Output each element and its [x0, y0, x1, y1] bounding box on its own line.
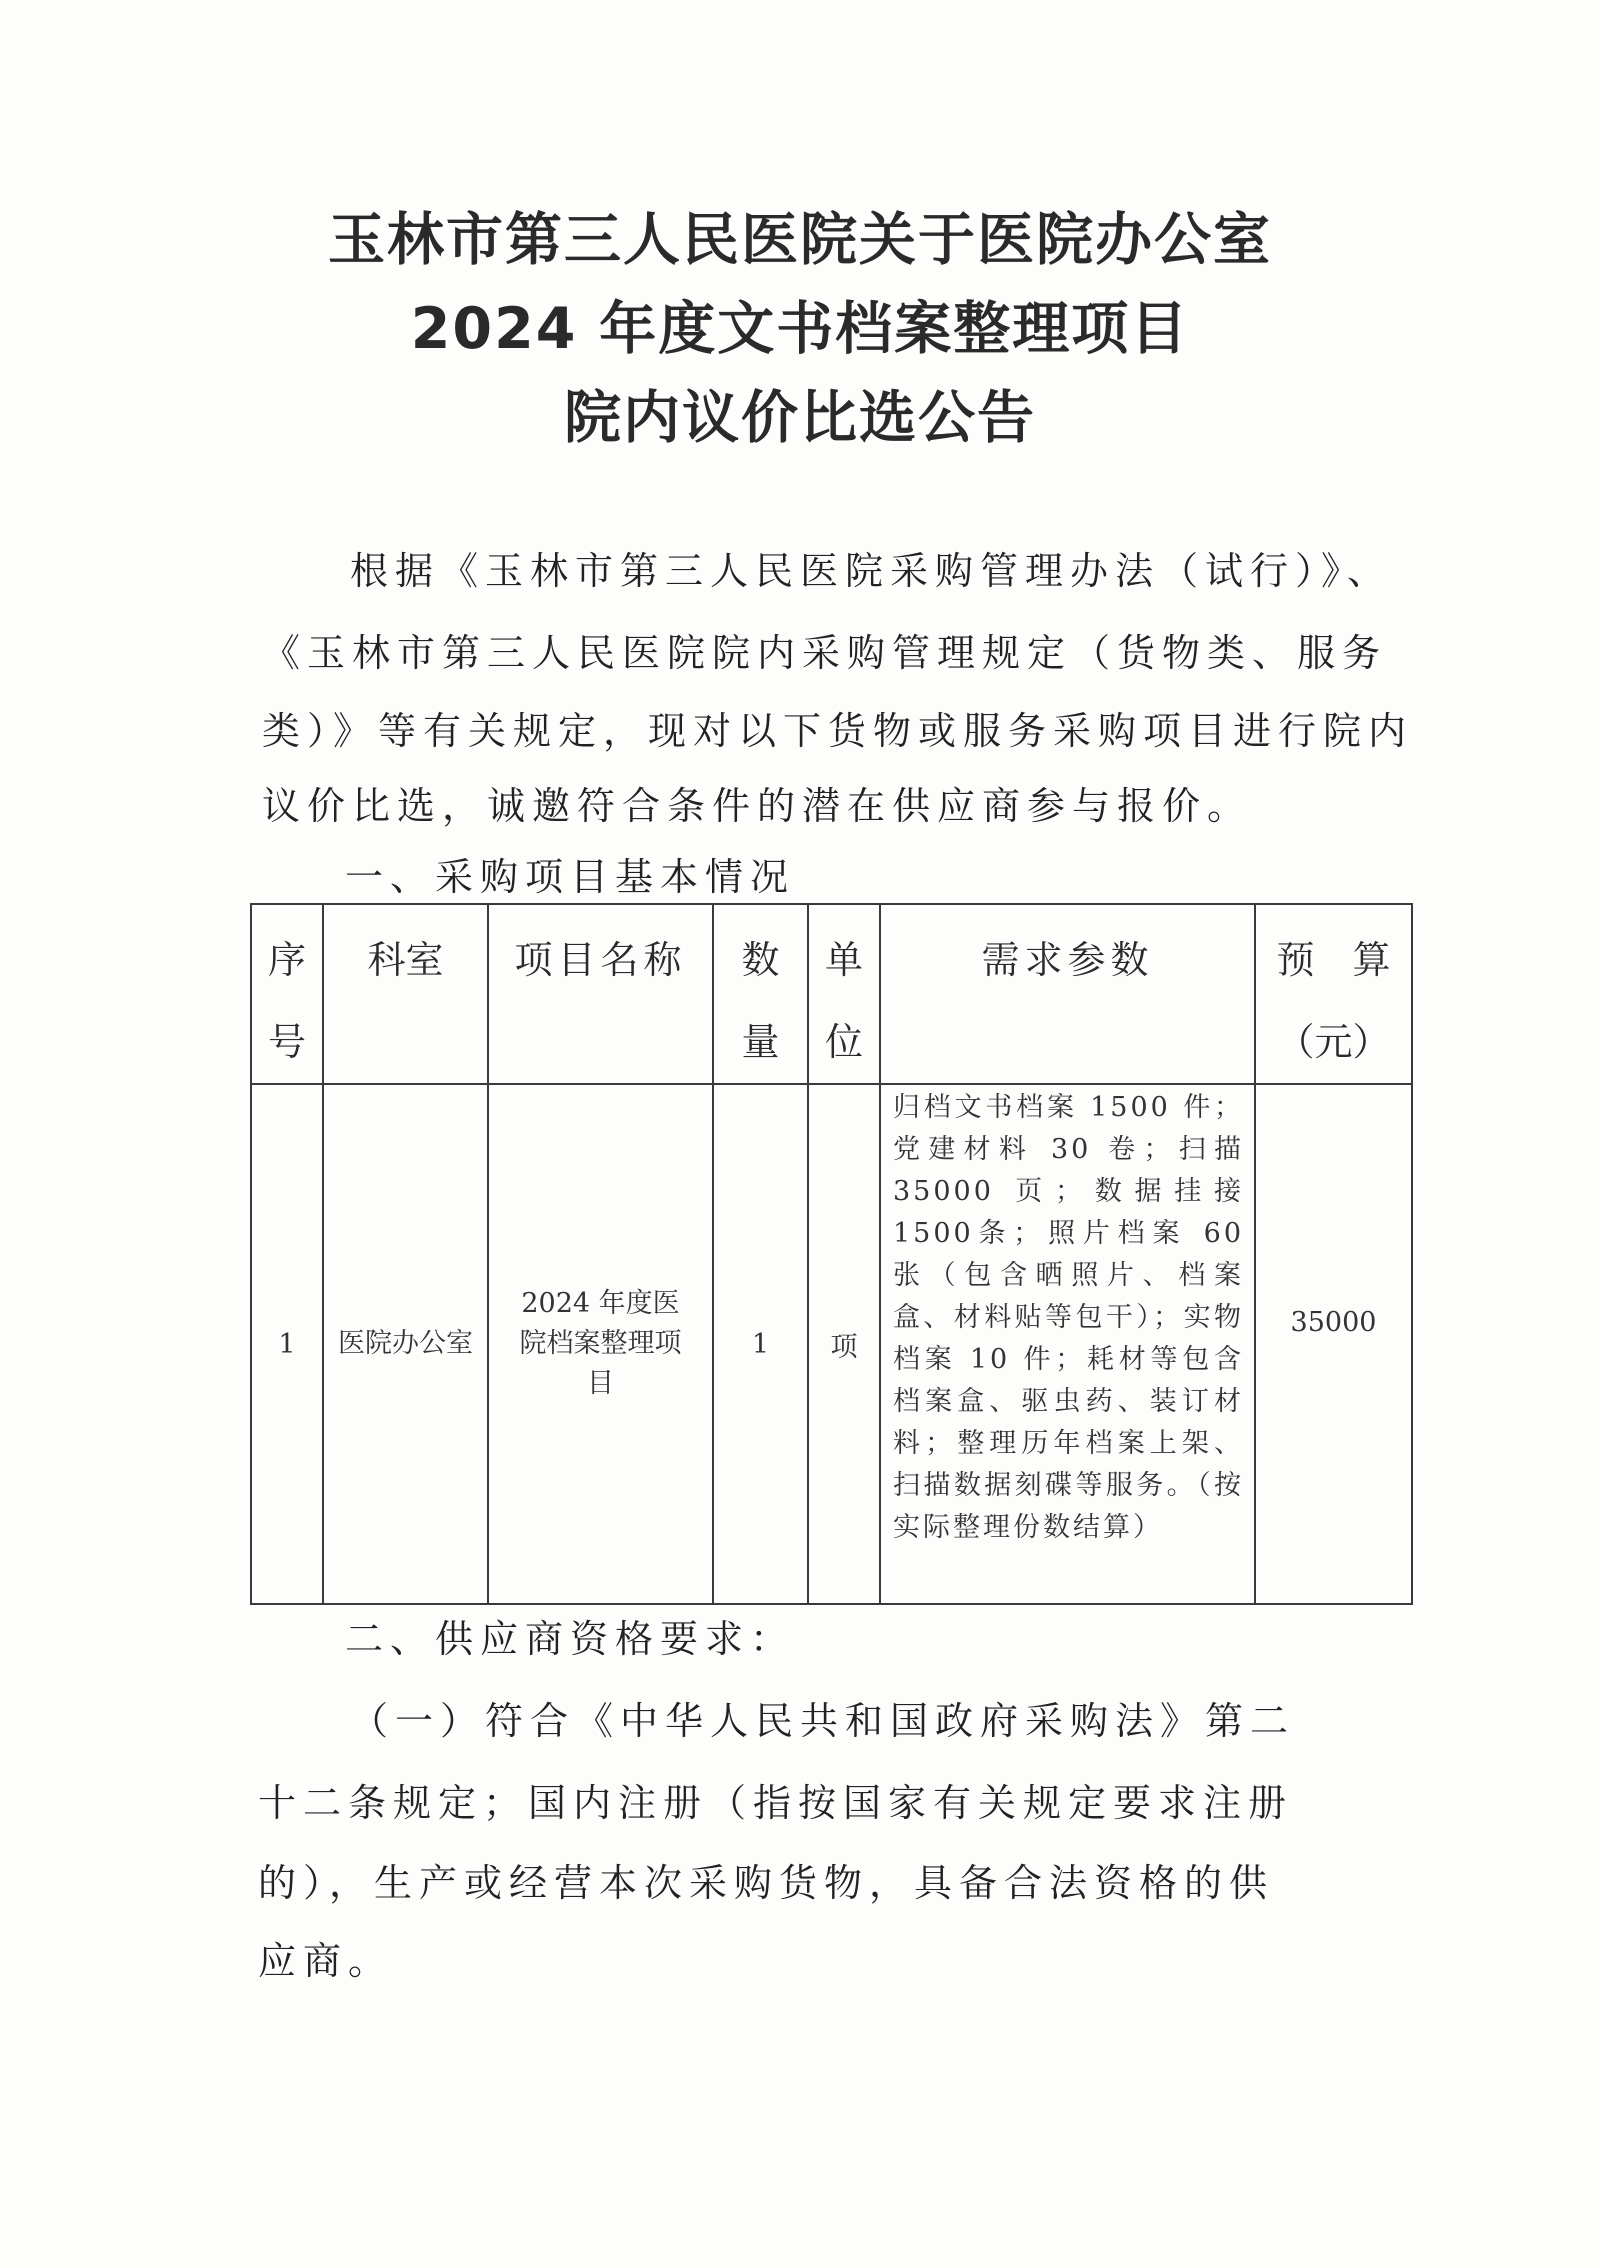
- section-2-heading: 二、供应商资格要求：: [345, 1617, 796, 1661]
- header-requirements: 需求参数: [880, 904, 1255, 1084]
- cell-quantity: 1: [713, 1084, 808, 1604]
- cell-requirements: 归档文书档案 1500 件；党建材料 30 卷；扫描35000 页；数据挂接 1500条；照片档案 60 张（包含晒照片、档案盒、材料贴等包干）；实物档案 10 件；耗材等包含档案盒、驱虫药、装订材料；整理历年档案上架、扫描数据刻碟等服务。（按实际整理份数结算）: [880, 1084, 1255, 1604]
- section-1-heading: 一、采购项目基本情况: [345, 855, 796, 899]
- header-project-name: 项目名称: [488, 904, 713, 1084]
- section-2-p1-line-2: 十二条规定；国内注册（指按国家有关规定要求注册: [258, 1781, 1294, 1825]
- cell-no: 1: [251, 1084, 323, 1604]
- section-2-p1-line-4: 应商。: [258, 1939, 394, 1983]
- section-2-p1-line-3: 的），生产或经营本次采购货物，具备合法资格的供: [258, 1861, 1275, 1905]
- cell-project-name: 2024 年度医院档案整理项目: [488, 1084, 713, 1604]
- table-header-row: [251, 904, 1412, 1084]
- intro-line-4: 议价比选，诚邀符合条件的潜在供应商参与报价。: [262, 784, 1253, 828]
- header-quantity: 数 量: [713, 904, 808, 1084]
- header-unit: 单 位: [808, 904, 880, 1084]
- title-line-2: 2024 年度文书档案整理项目: [410, 296, 1190, 362]
- header-budget: 预 算 （元）: [1255, 904, 1412, 1084]
- intro-line-2: 《玉林市第三人民医院院内采购管理规定（货物类、服务: [262, 631, 1388, 675]
- cell-budget: 35000: [1255, 1084, 1412, 1604]
- header-no: 序 号: [251, 904, 323, 1084]
- intro-line-3: 类）》等有关规定，现对以下货物或服务采购项目进行院内: [262, 709, 1414, 753]
- header-dept: 科室: [323, 904, 488, 1084]
- procurement-table: [250, 903, 1413, 1605]
- cell-dept: 医院办公室: [323, 1084, 488, 1604]
- title-line-1: 玉林市第三人民医院关于医院办公室: [328, 207, 1272, 273]
- section-2-p1-line-1: （一）符合《中华人民共和国政府采购法》第二: [350, 1699, 1296, 1743]
- title-line-3: 院内议价比选公告: [564, 385, 1036, 451]
- intro-line-1: 根据《玉林市第三人民医院采购管理办法（试行）》、: [350, 549, 1393, 593]
- table-row: [251, 1084, 1412, 1604]
- cell-unit: 项: [808, 1084, 880, 1604]
